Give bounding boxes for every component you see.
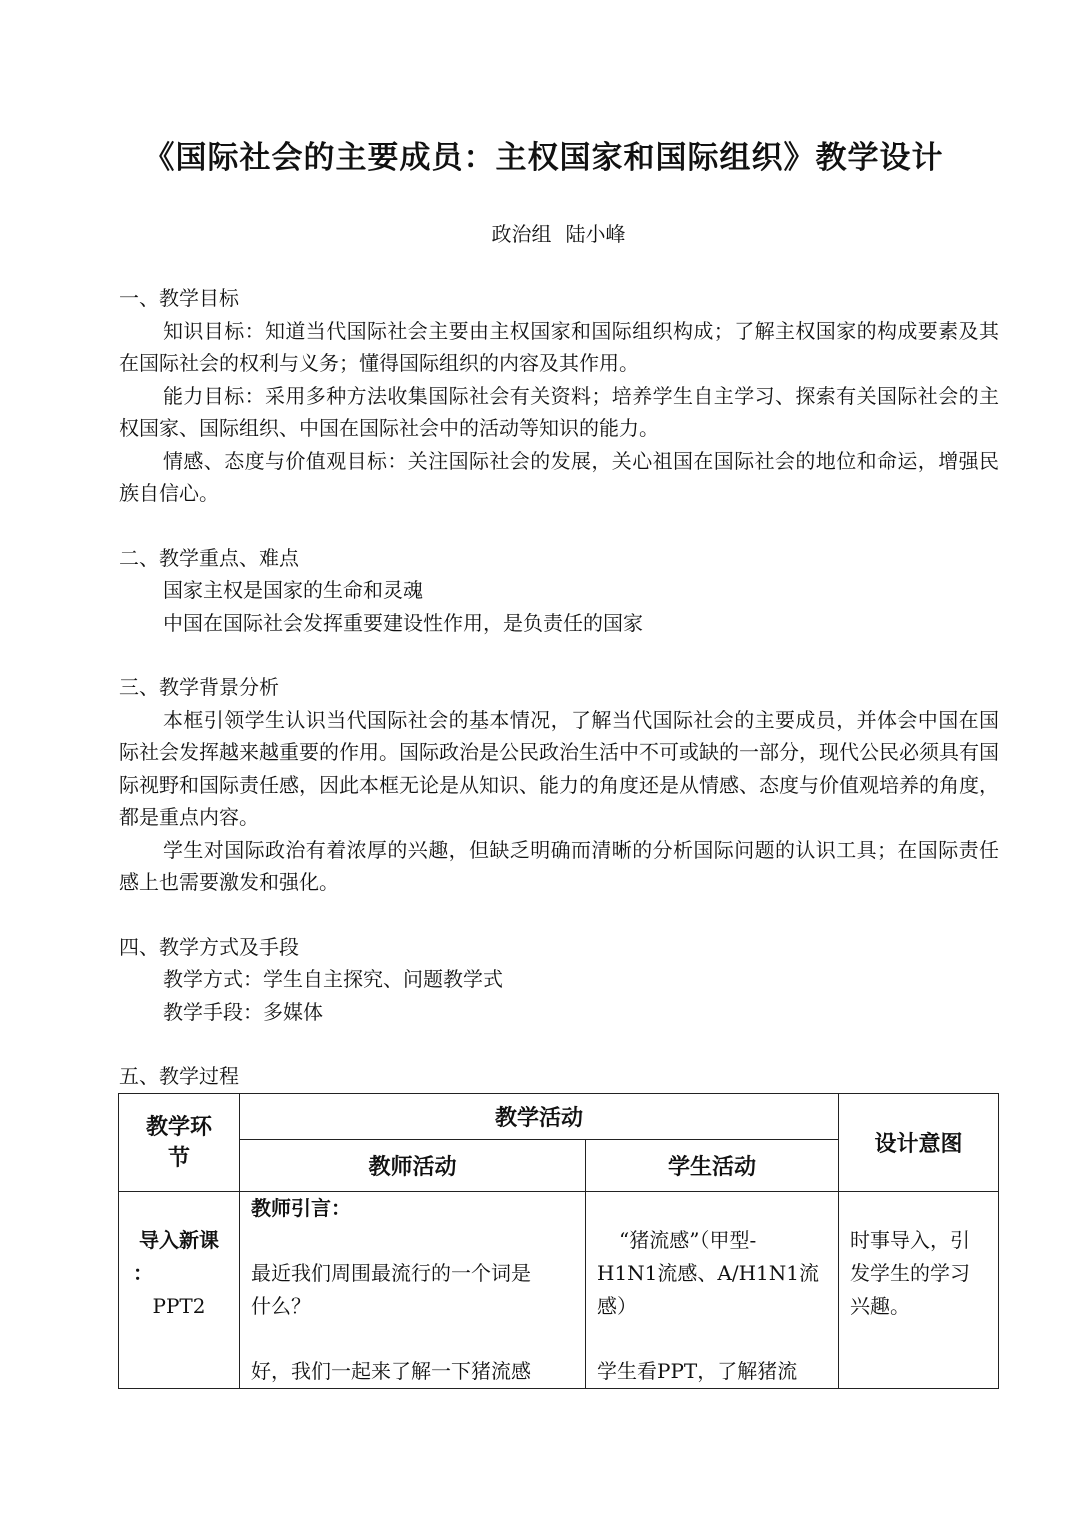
page-title: 《国际社会的主要成员：主权国家和国际组织》教学设计 [143, 140, 944, 176]
section-heading-process: 五、教学过程 [119, 1064, 239, 1088]
header-activities: 教学活动 [240, 1094, 839, 1140]
background-para-1: 本框引领学生认识当代国际社会的基本情况，了解当代国际社会的主要成员，并体会中国在国际社会发挥越来越重要的作用。国际政治是公民政治生活中不可或缺的一部分，现代公民必须具有国际视野和国际责任感，因此本框无论是从知识、能力的角度还是从情感、态度与价值观培养的角度，都是重点内容。 [119, 707, 999, 829]
process-table [118, 1093, 999, 1389]
header-student: 学生活动 [586, 1140, 839, 1192]
goal-knowledge: 知识目标：知道当代国际社会主要由主权国家和国际组织构成；了解主权国家的构成要素及其在国际社会的权利与义务；懂得国际组织的内容及其作用。 [119, 318, 999, 375]
table-row [119, 1192, 999, 1389]
key-point-2: 中国在国际社会发挥重要建设性作用，是负责任的国家 [163, 610, 643, 635]
teaching-method: 教学方式：学生自主探究、问题教学式 [163, 967, 503, 991]
goal-ability: 能力目标：采用多种方法收集国际社会有关资料；培养学生自主学习、探索有关国际社会的主权国家、国际组织、中国在国际社会中的活动等知识的能力。 [119, 383, 999, 440]
document-body [119, 282, 999, 1093]
cell-stage: 导入新课 ： PPT2 [119, 1192, 240, 1389]
section-heading-methods: 四、教学方式及手段 [119, 934, 299, 959]
key-point-1: 国家主权是国家的生命和灵魂 [163, 578, 423, 602]
cell-intent: 时事导入，引 发学生的学习 兴趣。 [839, 1192, 999, 1389]
goal-emotion: 情感、态度与价值观目标：关注国际社会的发展，关心祖国在国际社会的地位和命运，增强民族自信心。 [119, 448, 999, 505]
section-heading-key-points: 二、教学重点、难点 [119, 545, 299, 570]
teaching-means: 教学手段：多媒体 [163, 999, 323, 1024]
author-name: 陆小峰 [565, 222, 626, 246]
header-teacher: 教师活动 [240, 1140, 586, 1192]
cell-teacher: 教师引言： 最近我们周围最流行的一个词是 什么？ 好，我们一起来了解一下猪流感 [240, 1192, 586, 1389]
background-para-2: 学生对国际政治有着浓厚的兴趣，但缺乏明确而清晰的分析国际问题的认识工具；在国际责任感上也需要激发和强化。 [119, 837, 999, 894]
header-stage: 教学环 节 [119, 1094, 240, 1192]
author-line [0, 218, 1087, 247]
cell-student: “猪流感”（甲型- H1N1流感、A/H1N1流 感） 学生看PPT，了解猪流 [586, 1192, 839, 1389]
section-heading-goals: 一、教学目标 [119, 286, 239, 310]
author-group: 政治组 [491, 222, 552, 246]
header-intent: 设计意图 [839, 1094, 999, 1192]
section-heading-background: 三、教学背景分析 [119, 675, 279, 699]
